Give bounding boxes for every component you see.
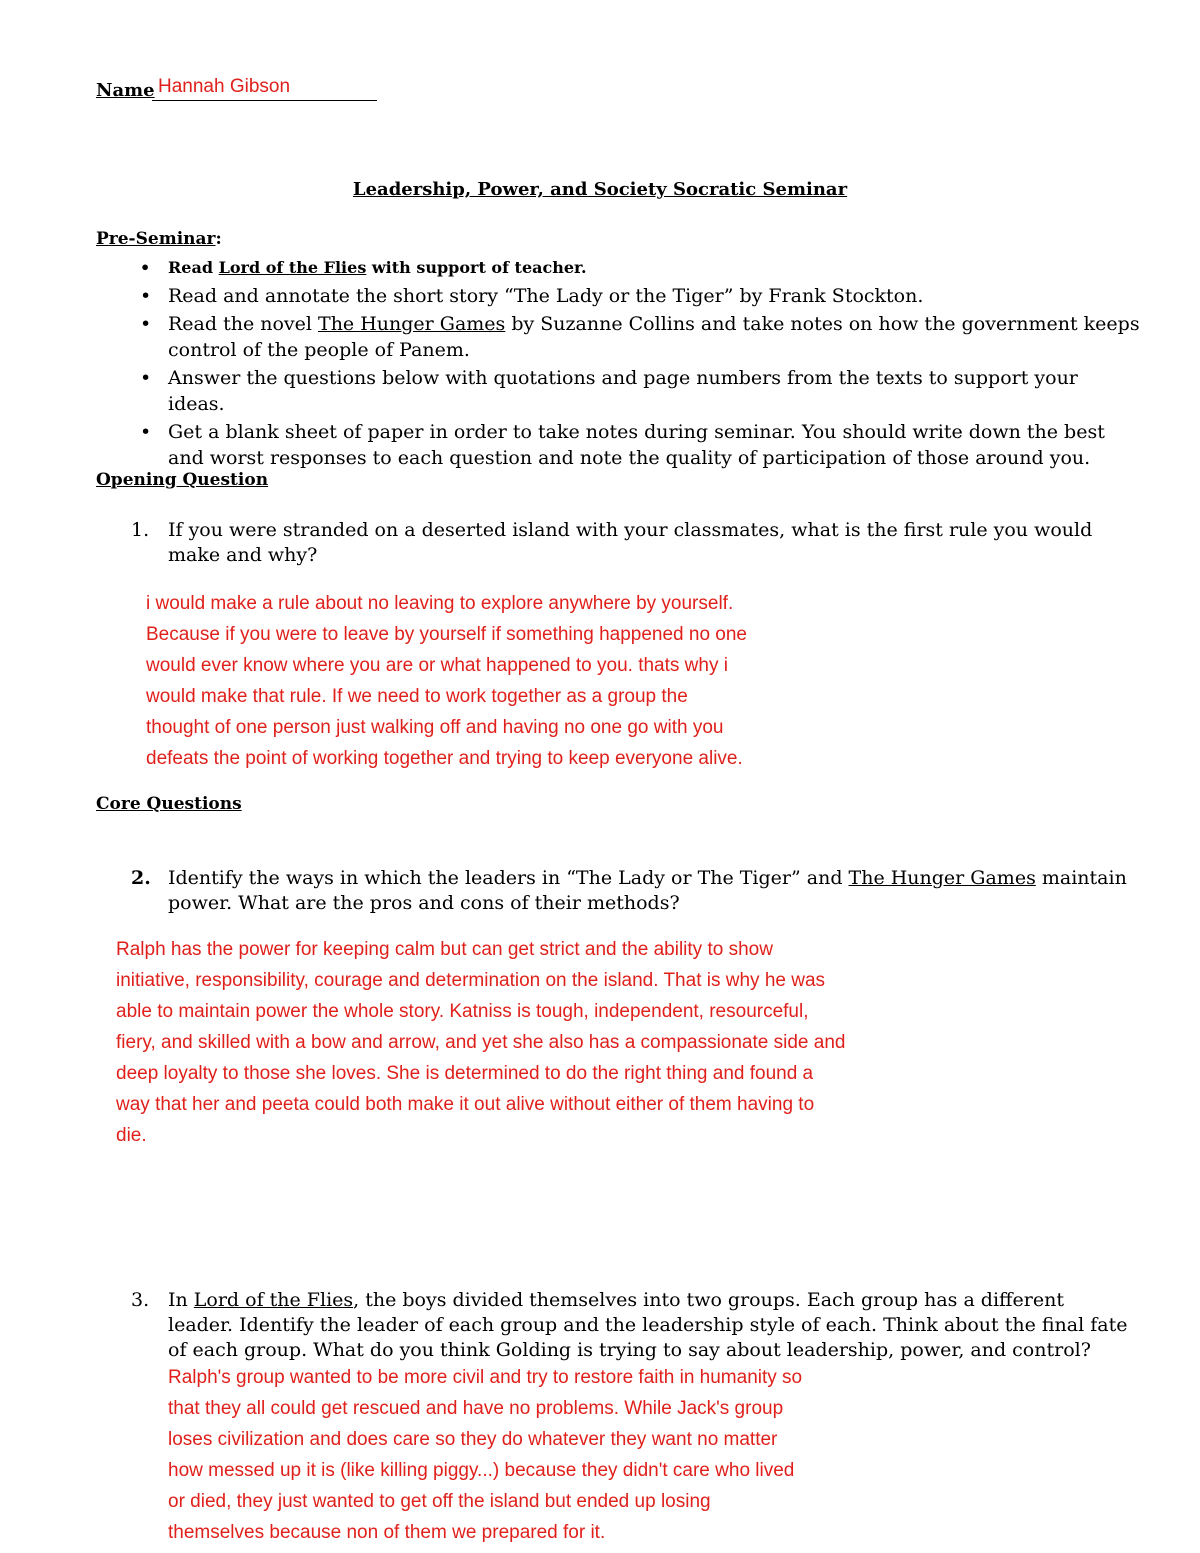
bullet-icon: • [140, 367, 152, 389]
pre-seminar-list [140, 256, 1140, 473]
name-underline [152, 100, 377, 101]
question-3 [131, 1288, 1131, 1363]
question-text: Identify the ways in which the leaders in “The Lady or The Tiger” and The Hunger Games maintain power. What are the pros and cons of their methods? [168, 867, 1127, 914]
bullet-icon: • [140, 285, 152, 307]
name-label: Name [96, 80, 155, 101]
answer-line: i would make a rule about no leaving to explore anywhere by yourself. [146, 593, 734, 614]
answer-line: deep loyalty to those she loves. She is determined to do the right thing and found a [116, 1063, 814, 1084]
answer-line: Ralph's group wanted to be more civil and try to restore faith in humanity so [168, 1367, 803, 1388]
answer-line: able to maintain power the whole story. Katniss is tough, independent, resourceful, [116, 1001, 809, 1022]
answer-line: would ever know where you are or what happened to you. thats why i [146, 655, 728, 676]
answer-3[interactable] [168, 1362, 802, 1548]
question-number: 1. [131, 519, 150, 541]
question-number: 3. [131, 1289, 150, 1311]
list-item: • Read Lord of the Flies with support of teacher. [140, 256, 1140, 280]
list-item: • Read and annotate the short story “The Lady or the Tiger” by Frank Stockton. [140, 285, 924, 307]
bullet-icon: • [140, 313, 152, 335]
list-item: • Answer the questions below with quotations and page numbers from the texts to support your ideas. [140, 367, 1078, 415]
answer-line: themselves because non of them we prepared for it. [168, 1522, 606, 1543]
answer-line: Ralph has the power for keeping calm but can get strict and the ability to show [116, 939, 773, 960]
question-1 [131, 518, 1131, 568]
answer-line: Because if you were to leave by yourself if something happened no one [146, 624, 747, 645]
answer-line: thought of one person just walking off and having no one go with you [146, 717, 724, 738]
answer-line: die. [116, 1125, 147, 1146]
question-number: 2. [131, 867, 151, 889]
answer-line: or died, they just wanted to get off the island but ended up losing [168, 1491, 711, 1512]
pre-seminar-heading: Pre-Seminar: [96, 229, 222, 249]
answer-line: initiative, responsibility, courage and determination on the island. That is why he was [116, 970, 826, 991]
page-title: Leadership, Power, and Society Socratic Seminar [352, 179, 848, 200]
opening-question-heading: Opening Question [96, 470, 269, 490]
bullet-icon: • [140, 258, 151, 277]
core-questions-heading: Core Questions [96, 794, 242, 814]
bullet-icon: • [140, 421, 152, 443]
list-item: • Get a blank sheet of paper in order to take notes during seminar. You should write down the best and worst responses to each question and note the quality of participation of those around you. [140, 421, 1105, 469]
question-text: In Lord of the Flies, the boys divided themselves into two groups. Each group has a different leader. Identify the leader of each group and the leadership style of each. Think about the final fate of each group. What do you think Golding is trying to say about leadership, power, and control? [168, 1289, 1128, 1361]
list-item: • Read the novel The Hunger Games by Suzanne Collins and take notes on how the government keeps control of the people of Panem. [140, 313, 1140, 361]
answer-line: defeats the point of working together and trying to keep everyone alive. [146, 748, 743, 769]
answer-line: fiery, and skilled with a bow and arrow, and yet she also has a compassionate side and [116, 1032, 846, 1053]
answer-1[interactable] [146, 588, 747, 774]
answer-line: how messed up it is (like killing piggy...) because they didn't care who lived [168, 1460, 795, 1481]
answer-line: way that her and peeta could both make it out alive without either of them having to [116, 1094, 815, 1115]
answer-2[interactable] [116, 934, 845, 1151]
question-2 [131, 866, 1131, 916]
answer-line: would make that rule. If we need to work together as a group the [146, 686, 688, 707]
answer-line: that they all could get rescued and have no problems. While Jack's group [168, 1398, 784, 1419]
question-text: If you were stranded on a deserted island with your classmates, what is the first rule you would make and why? [168, 519, 1093, 566]
student-name[interactable]: Hannah Gibson [158, 76, 291, 97]
answer-line: loses civilization and does care so they do whatever they want no matter [168, 1429, 778, 1450]
